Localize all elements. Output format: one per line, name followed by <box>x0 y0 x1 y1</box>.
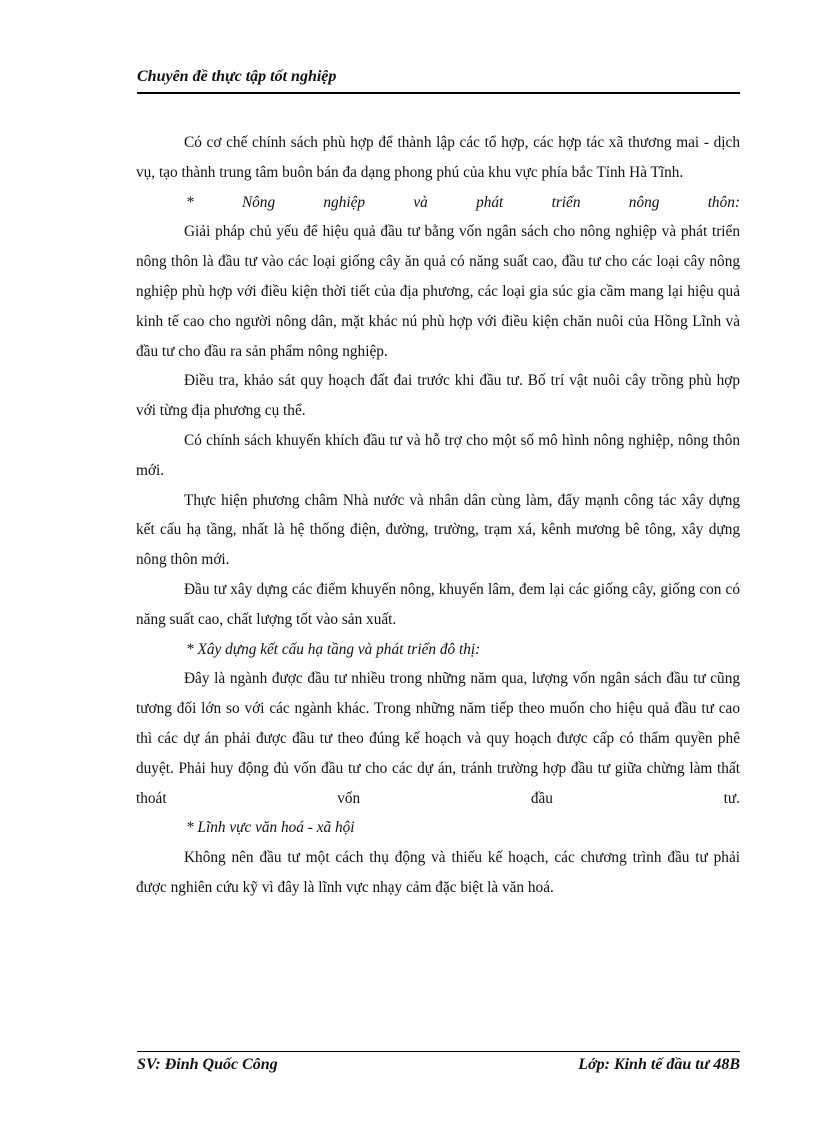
heading-word: triển <box>551 193 581 211</box>
paragraph: Không nên đầu tư một cách thụ động và thiếu kế hoạch, các chương trình đầu tư phải được nghiên cứu kỹ vì đây là lĩnh vực nhạy cảm đặc biệt là văn hoá. <box>136 849 740 896</box>
heading-word: nghiệp <box>323 193 366 211</box>
paragraph: Giải pháp chủ yếu để hiệu quả đầu tư bằng vốn ngân sách cho nông nghiệp và phát triển nông thôn là đầu tư vào các loại giống cây ăn quả có năng suất cao, đầu tư cho các loại cây nông nghiệp phù hợp với điều kiện thời tiết của địa phương, các loại gia súc gia cầm mang lại hiệu quả kinh tế cao cho người nông dân, mặt khác nú phù hợp với điều kiện chăn nuôi của Hồng Lĩnh và đầu tư cho đầu ra sản phẩm nông nghiệp. <box>136 223 740 360</box>
heading-word: nông <box>628 193 660 211</box>
footer-student: SV: Đinh Quốc Công <box>137 1056 278 1073</box>
heading-word: phát <box>476 193 504 211</box>
heading-word: và <box>413 193 428 211</box>
document-body <box>136 128 740 903</box>
page-header <box>137 68 740 94</box>
section-heading-infrastructure: * Xây dựng kết cấu hạ tầng và phát triển đô thị: <box>186 640 481 658</box>
paragraph: Có cơ chế chính sách phù hợp để thành lập các tổ hợp, các hợp tác xã thương mai - dịch vụ, tạo thành trung tâm buôn bán đa dạng phong phú của khu vực phía bắc Tỉnh Hà Tĩnh. <box>136 134 740 181</box>
paragraph: Đầu tư xây dựng các điểm khuyến nông, khuyến lâm, đem lại các giống cây, giống con có năng suất cao, chất lượng tốt vào sản xuất. <box>136 580 740 628</box>
section-heading-culture: * Lĩnh vực văn hoá - xã hội <box>186 819 355 837</box>
paragraph: Có chính sách khuyến khích đầu tư và hỗ trợ cho một số mô hình nông nghiệp, nông thôn mới. <box>136 431 740 479</box>
paragraph: Điều tra, khảo sát quy hoạch đất đai trước khi đầu tư. Bố trí vật nuôi cây trồng phù hợp với từng địa phương cụ thể. <box>136 372 740 420</box>
page-footer <box>137 1051 740 1074</box>
footer-class: Lớp: Kinh tế đầu tư 48B <box>578 1056 740 1073</box>
heading-word: * <box>186 193 194 211</box>
heading-word: thôn: <box>707 193 740 211</box>
heading-word: Nông <box>241 193 276 211</box>
paragraph: Đây là ngành được đầu tư nhiều trong những năm qua, lượng vốn ngân sách đầu tư cũng tương đối lớn so với các ngành khác. Trong những năm tiếp theo muốn cho hiệu quả đầu tư cao thì các dự án phải được đầu tư theo đúng kế hoạch và quy hoạch được cấp có thẩm quyền phê duyệt. Phải huy động đủ vốn đầu tư cho các dự án, tránh trường hợp đầu tư giữa chừng làm thất thoát vốn đầu tư. <box>136 670 740 807</box>
paragraph: Thực hiện phương châm Nhà nước và nhân dân cùng làm, đẩy mạnh công tác xây dựng kết cấu hạ tầng, nhất là hệ thống điện, đường, trường, trạm xá, kênh mương bê tông, xây dựng nông thôn mới. <box>136 491 740 569</box>
header-title: Chuyên đề thực tập tốt nghiệp <box>137 68 337 85</box>
section-heading-agriculture <box>136 188 740 218</box>
